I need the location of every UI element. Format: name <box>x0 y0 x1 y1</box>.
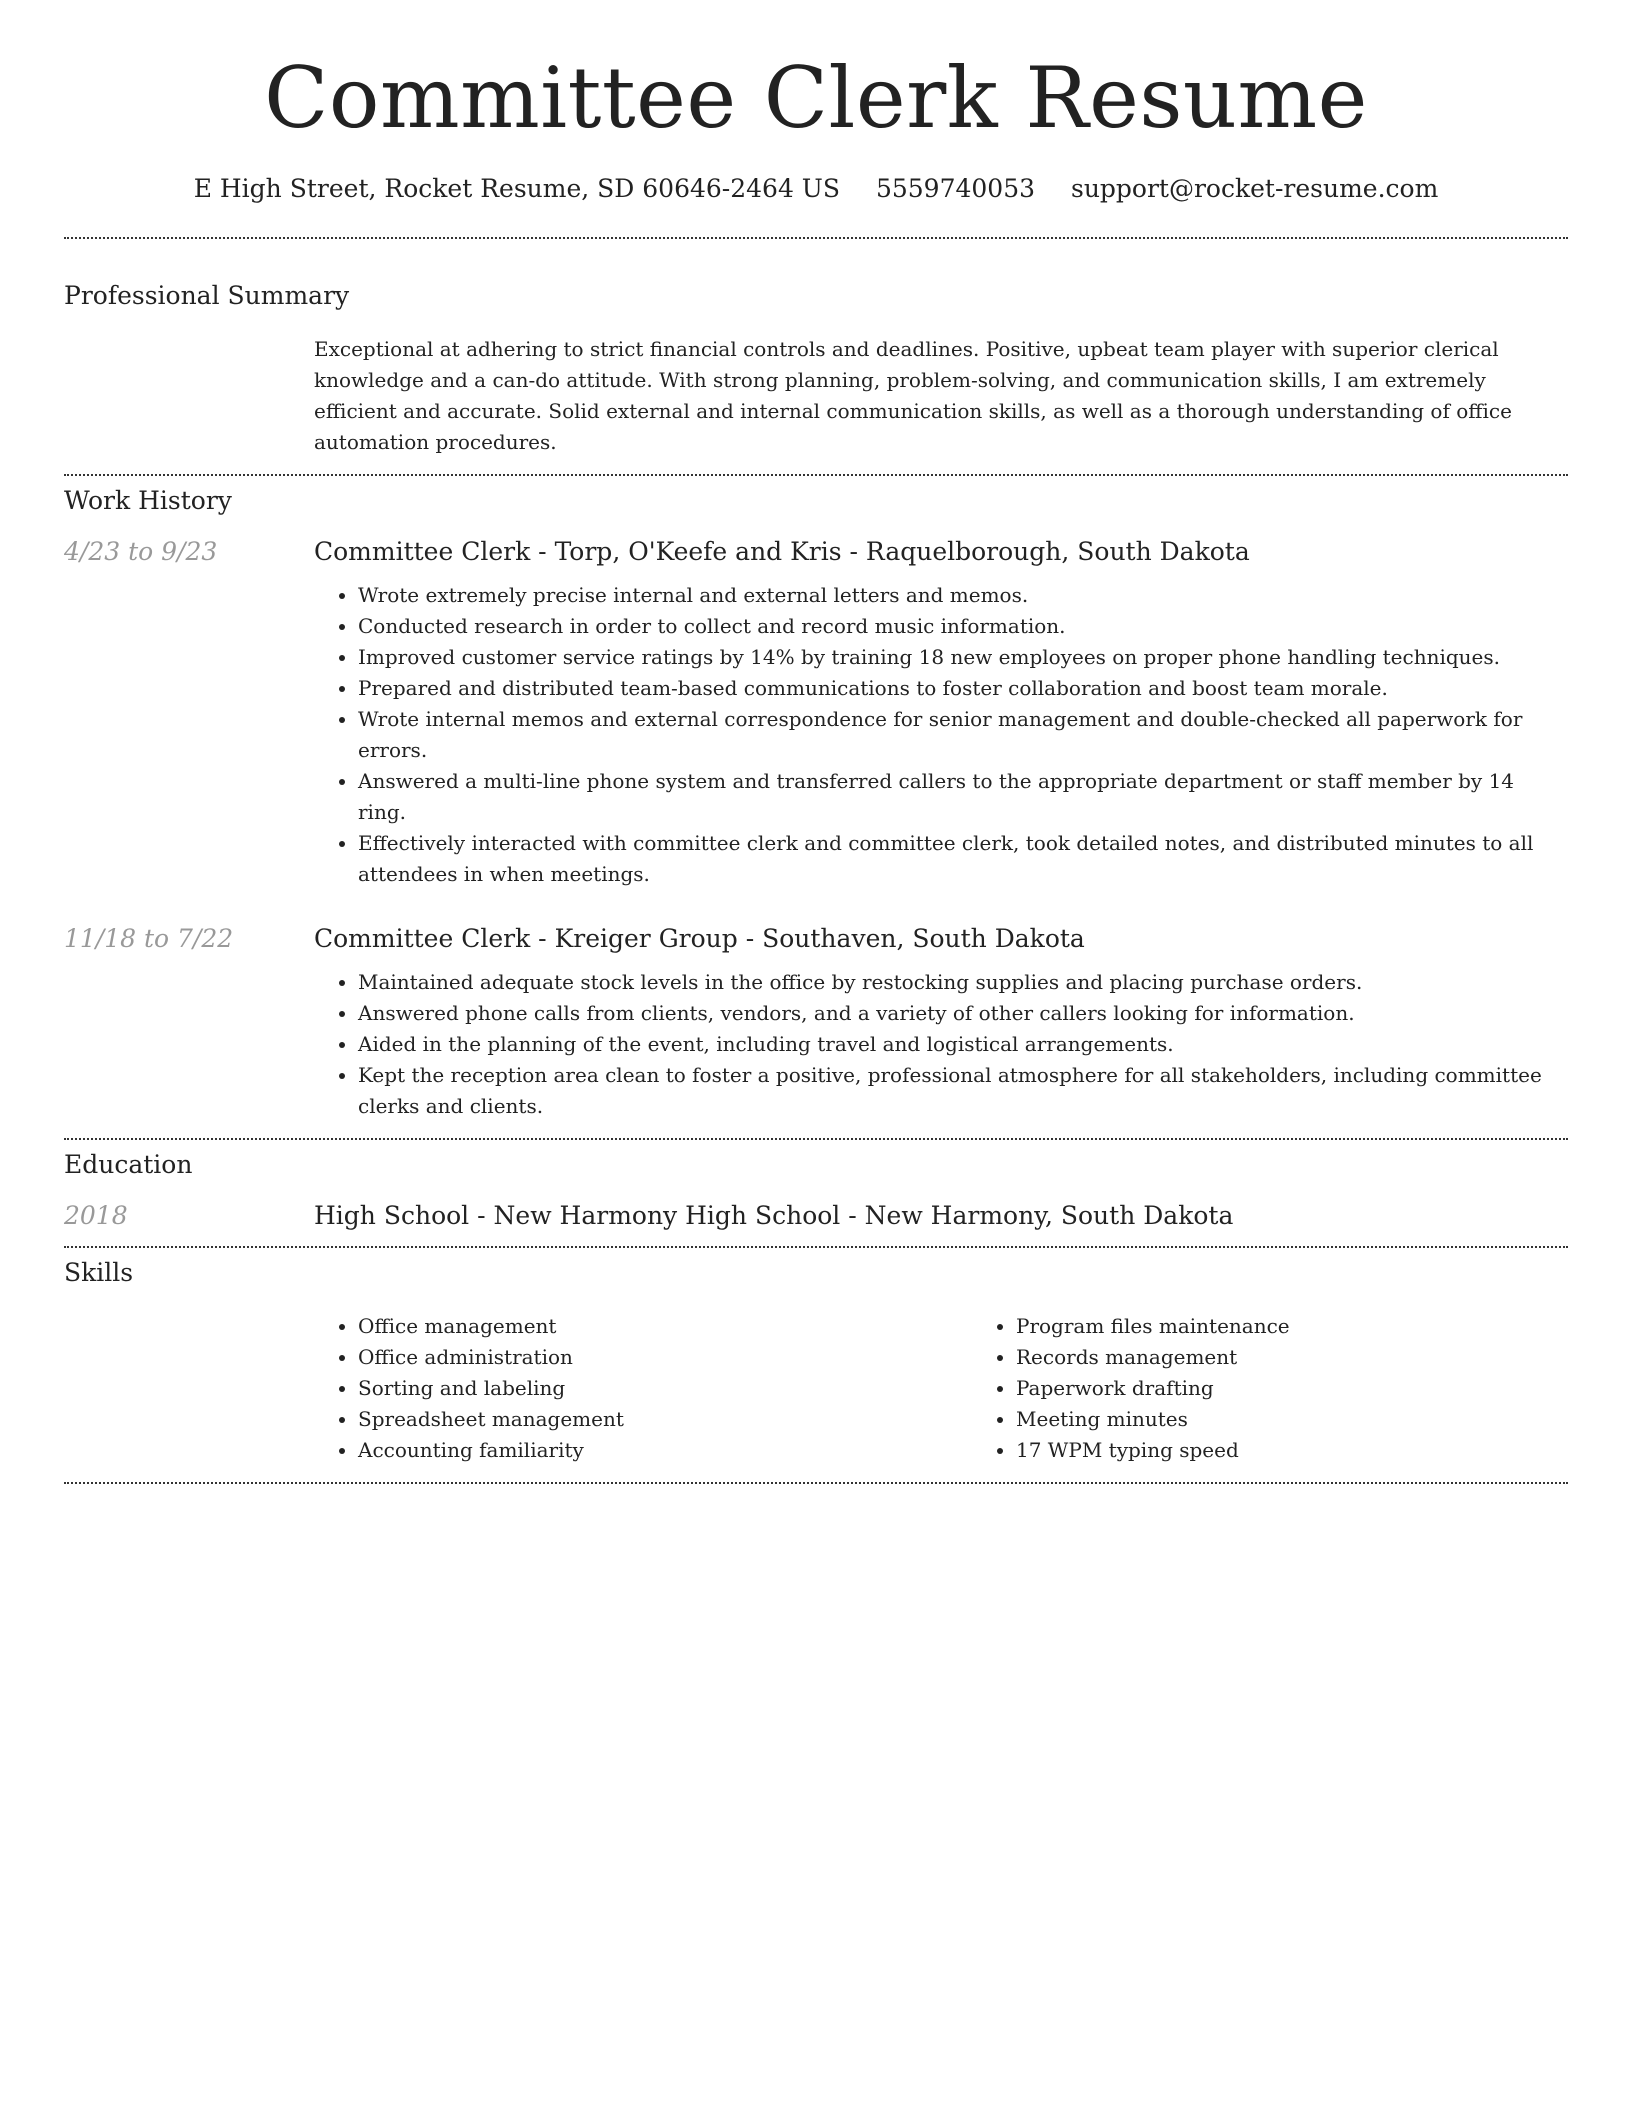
job-dates: 4/23 to 9/23 <box>64 537 218 567</box>
skill-item: • Paperwork drafting <box>1016 1373 1630 1404</box>
contact-line <box>64 174 1568 203</box>
contact-email: support@rocket-resume.com <box>1070 174 1439 204</box>
job-bullets <box>314 967 1568 1122</box>
education-section <box>64 1140 1568 1230</box>
section-heading-summary: Professional Summary <box>64 281 350 311</box>
work-section <box>64 476 1568 1122</box>
list-item: • Wrote internal memos and external correspondence for senior management and double-checked all paperwork for errors. <box>358 704 1568 766</box>
skill-item: • Office administration <box>358 1342 972 1373</box>
divider <box>64 1482 1568 1484</box>
list-item: • Effectively interacted with committee clerk and committee clerk, took detailed notes, and distributed minutes to all attendees in when meetings. <box>358 828 1568 890</box>
skill-item: • Sorting and labeling <box>358 1373 972 1404</box>
job-title: Committee Clerk - Torp, O'Keefe and Kris - Raquelborough, South Dakota <box>314 537 1250 567</box>
skill-item: • 17 WPM typing speed <box>1016 1435 1630 1466</box>
contact-phone: 5559740053 <box>875 174 1036 204</box>
skills-list <box>314 1311 1630 1466</box>
education-degree: High School <box>314 1201 470 1231</box>
skills-section <box>64 1248 1568 1466</box>
job-entry <box>64 537 1568 890</box>
education-title <box>314 1201 1568 1230</box>
section-heading-skills: Skills <box>64 1258 134 1288</box>
list-item: • Maintained adequate stock levels in the office by restocking supplies and placing purchase orders. <box>358 967 1568 998</box>
list-item: • Kept the reception area clean to foster a positive, professional atmosphere for all stakeholders, including committee clerks and clients. <box>358 1060 1568 1122</box>
section-heading-work: Work History <box>64 486 232 516</box>
skill-item: • Meeting minutes <box>1016 1404 1630 1435</box>
skills-column-right <box>972 1311 1630 1466</box>
list-item: • Prepared and distributed team-based communications to foster collaboration and boost team morale. <box>358 673 1568 704</box>
resume-title: Committee Clerk Resume <box>264 49 1368 147</box>
job-dates: 11/18 to 7/22 <box>64 924 234 954</box>
summary-section <box>64 239 1568 458</box>
list-item: • Improved customer service ratings by 14% by training 18 new employees on proper phone handling techniques. <box>358 642 1568 673</box>
job-title: Committee Clerk - Kreiger Group - Southaven, South Dakota <box>314 924 1085 954</box>
skills-column-left <box>314 1311 972 1466</box>
contact-address: E High Street, Rocket Resume, SD 60646-2464 US <box>193 174 841 204</box>
job-entry <box>64 924 1568 1122</box>
list-item: • Wrote extremely precise internal and external letters and memos. <box>358 580 1568 611</box>
summary-text: Exceptional at adhering to strict financial controls and deadlines. Positive, upbeat team player with superior clerical knowledge and a can-do attitude. With strong planning, problem-solving, and communication skills, I am extremely efficient and accurate. Solid external and internal communication skills, as well as a thorough understanding of office automation procedures. <box>314 337 1512 455</box>
list-item: • Answered phone calls from clients, vendors, and a variety of other callers looking for information. <box>358 998 1568 1029</box>
skill-item: • Accounting familiarity <box>358 1435 972 1466</box>
education-detail: - New Harmony High School - New Harmony, South Dakota <box>469 1201 1234 1231</box>
skill-item: • Office management <box>358 1311 972 1342</box>
education-year: 2018 <box>64 1201 128 1231</box>
section-heading-education: Education <box>64 1150 193 1180</box>
skill-item: • Records management <box>1016 1342 1630 1373</box>
job-bullets <box>314 580 1568 890</box>
education-entry <box>64 1201 1568 1230</box>
skill-item: • Program files maintenance <box>1016 1311 1630 1342</box>
list-item: • Aided in the planning of the event, including travel and logistical arrangements. <box>358 1029 1568 1060</box>
skill-item: • Spreadsheet management <box>358 1404 972 1435</box>
list-item: • Answered a multi-line phone system and transferred callers to the appropriate department or staff member by 14 ring. <box>358 766 1568 828</box>
list-item: • Conducted research in order to collect and record music information. <box>358 611 1568 642</box>
